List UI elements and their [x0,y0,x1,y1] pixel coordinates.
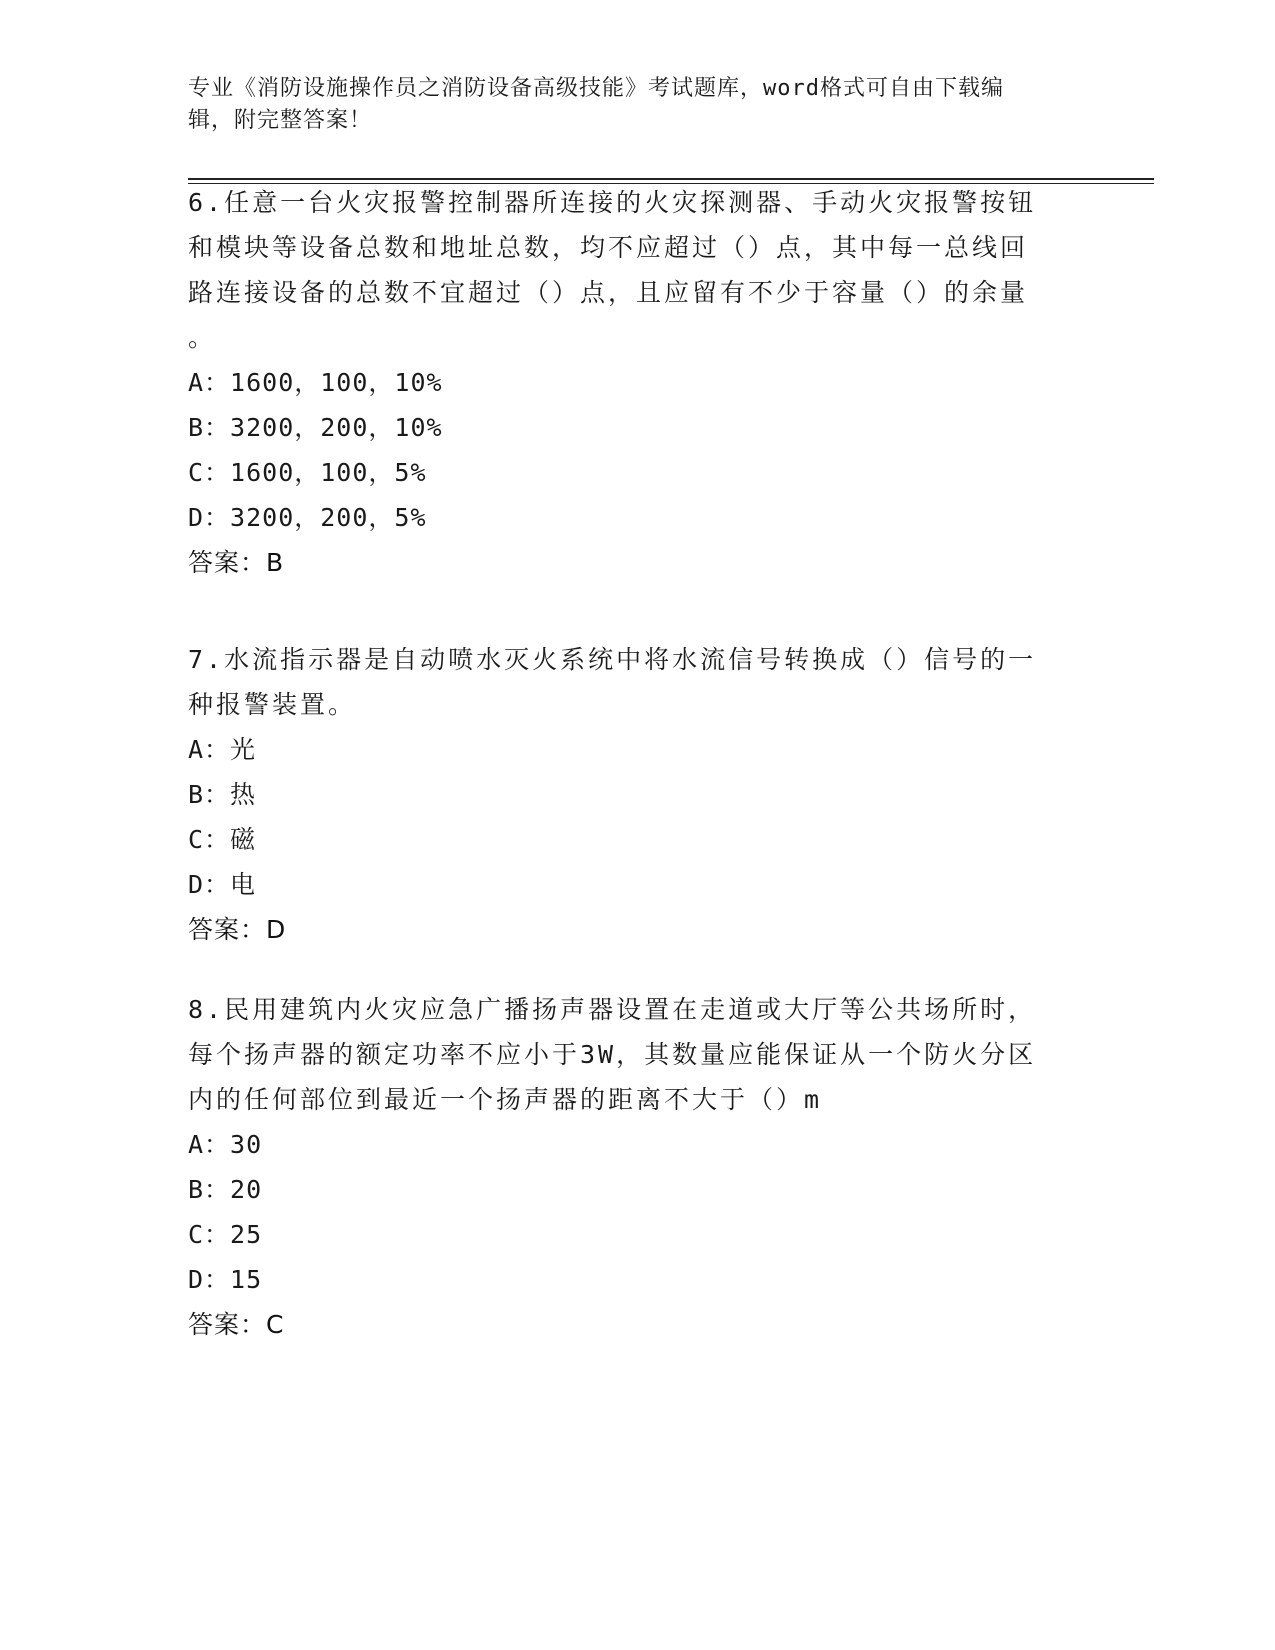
option-c: C：磁 [188,825,257,854]
document-header [188,73,1068,137]
question-stem-line: 路连接设备的总数不宜超过（）点，且应留有不少于容量（）的余量 [188,278,1029,307]
option-c: C：1600，100，5% [188,458,427,487]
option-b: B：3200，200，10% [188,413,443,442]
question-7 [188,637,1068,952]
question-8 [188,987,1068,1347]
question-stem-line: 。 [188,323,217,352]
header-intro-line-1: 专业《消防设施操作员之消防设备高级技能》考试题库，word格式可自由下载编 [188,76,1004,101]
option-c: C：25 [188,1220,263,1249]
question-stem-line: 每个扬声器的额定功率不应小于3W，其数量应能保证从一个防火分区 [188,1040,1037,1069]
question-stem-line: 种报警装置。 [188,690,357,719]
option-a: A：1600，100，10% [188,368,443,397]
answer-line: 答案：D [188,915,287,944]
option-a: A：30 [188,1130,263,1159]
answer-line: 答案：B [188,548,285,577]
option-b: B：20 [188,1175,263,1204]
option-d: D：3200，200，5% [188,503,427,532]
option-b: B：热 [188,780,257,809]
question-stem-line: 8.民用建筑内火灾应急广播扬声器设置在走道或大厅等公共场所时， [188,995,1037,1024]
header-intro-line-2: 辑，附完整答案！ [188,108,373,133]
option-d: D：电 [188,870,257,899]
question-stem-line: 和模块等设备总数和地址总数，均不应超过（）点，其中每一总线回 [188,233,1029,262]
option-d: D：15 [188,1265,263,1294]
question-stem-line: 内的任何部位到最近一个扬声器的距离不大于（）m [188,1085,823,1114]
question-6 [188,180,1068,585]
answer-line: 答案：C [188,1310,285,1339]
question-stem-line: 7.水流指示器是自动喷水灭火系统中将水流信号转换成（）信号的一 [188,645,1037,674]
option-a: A：光 [188,735,257,764]
question-stem-line: 6.任意一台火灾报警控制器所连接的火灾探测器、手动火灾报警按钮 [188,188,1037,217]
